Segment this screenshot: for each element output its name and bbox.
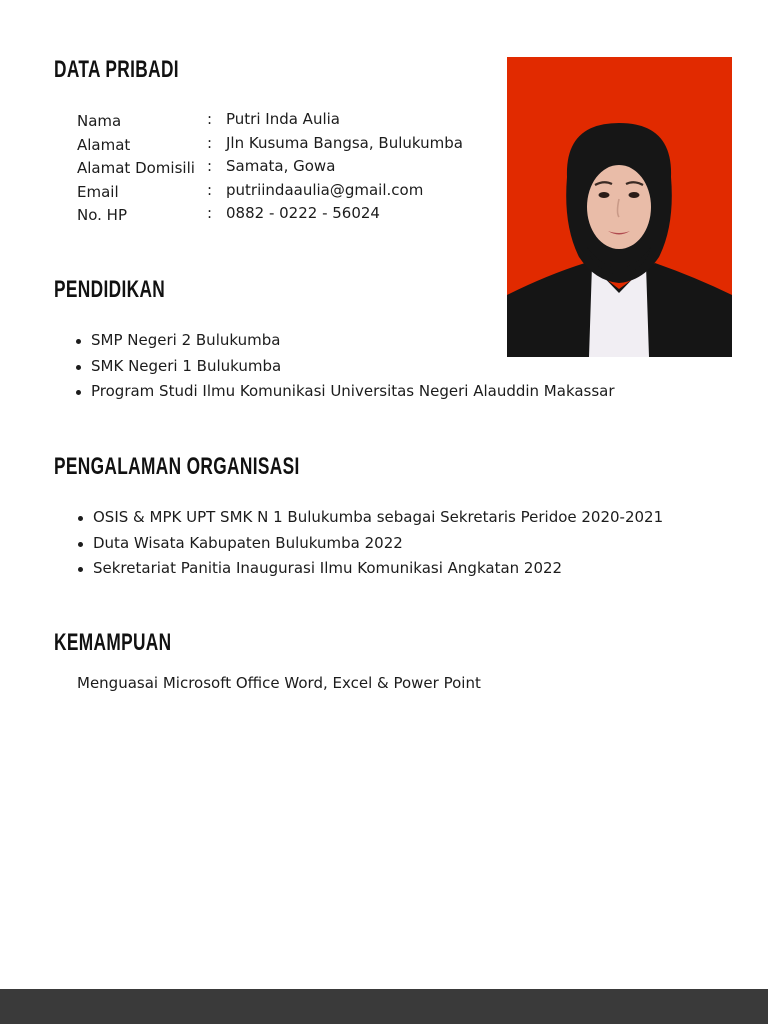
info-value: Samata, Gowa bbox=[226, 157, 336, 175]
info-colon: : bbox=[207, 110, 213, 128]
info-colon: : bbox=[207, 157, 213, 175]
footer-bar bbox=[0, 989, 768, 1024]
info-label: Alamat bbox=[77, 135, 131, 154]
profile-photo bbox=[507, 57, 732, 357]
education-item: SMK Negeri 1 Bulukumba bbox=[91, 356, 282, 375]
education-item: SMP Negeri 2 Bulukumba bbox=[91, 331, 281, 349]
info-value: Jln Kusuma Bangsa, Bulukumba bbox=[226, 133, 463, 152]
phone-value: 0882 - 0222 - 56024 bbox=[226, 204, 380, 222]
bullet-icon bbox=[76, 339, 81, 344]
section-title-pengalaman-organisasi: PENGALAMAN ORGANISASI bbox=[54, 453, 300, 480]
bullet-icon bbox=[76, 390, 81, 395]
bullet-icon bbox=[78, 516, 83, 521]
info-colon: : bbox=[207, 133, 213, 152]
section-title-kemampuan: KEMAMPUAN bbox=[54, 629, 172, 656]
info-colon: : bbox=[207, 180, 213, 199]
email-value: putriindaaulia@gmail.com bbox=[226, 180, 424, 199]
list-item bbox=[78, 531, 663, 557]
portrait-illustration bbox=[507, 57, 732, 357]
education-list bbox=[76, 328, 615, 405]
skills-text: Menguasai Microsoft Office Word, Excel & Power Point bbox=[77, 674, 481, 692]
education-item: Program Studi Ilmu Komunikasi Universitas Negeri Alauddin Makassar bbox=[91, 382, 615, 400]
info-label: No. HP bbox=[77, 206, 127, 224]
list-item bbox=[76, 354, 615, 380]
organization-list bbox=[78, 505, 663, 582]
organization-item: Sekretariat Panitia Inaugurasi Ilmu Komunikasi Angkatan 2022 bbox=[93, 559, 563, 577]
bullet-icon bbox=[78, 567, 83, 572]
info-label: Nama bbox=[77, 112, 122, 130]
list-item bbox=[78, 505, 663, 531]
section-title-data-pribadi: DATA PRIBADI bbox=[54, 56, 179, 83]
info-value: Putri Inda Aulia bbox=[226, 110, 340, 128]
organization-item: Duta Wisata Kabupaten Bulukumba 2022 bbox=[93, 533, 403, 552]
list-item bbox=[76, 379, 615, 405]
bullet-icon bbox=[78, 542, 83, 547]
organization-item: OSIS & MPK UPT SMK N 1 Bulukumba sebagai Sekretaris Peridoe 2020-2021 bbox=[93, 508, 664, 526]
info-label: Email bbox=[77, 182, 119, 201]
list-item bbox=[78, 556, 663, 582]
list-item bbox=[76, 328, 615, 354]
section-title-pendidikan: PENDIDIKAN bbox=[54, 276, 166, 303]
info-colon: : bbox=[207, 204, 213, 222]
info-label: Alamat Domisili bbox=[77, 159, 195, 177]
bullet-icon bbox=[76, 365, 81, 370]
